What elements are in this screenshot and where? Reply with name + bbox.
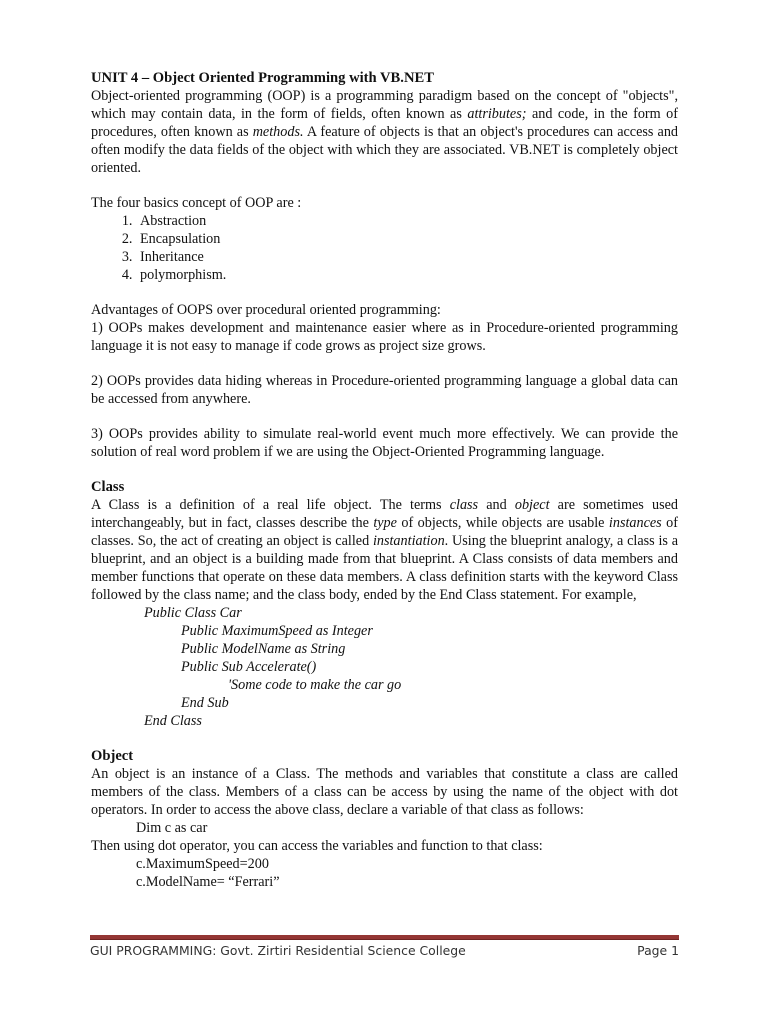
basics-list [91, 212, 678, 284]
list-item: 1. Abstraction [136, 212, 678, 230]
page-content [91, 69, 678, 891]
page-title: UNIT 4 – Object Oriented Programming with VB.NET [91, 70, 434, 86]
class-paragraph: A Class is a definition of a real life object. The terms class and object are sometimes used interchangeably, but in fact, classes describe the type of objects, while objects are usable instances of classes. So, the act of creating an object is called instantiation. Using the blueprint analogy, a class is a blueprint, and an object is a building made from that blueprint. A Class consists of data members and member functions that operate on these data members. A class definition starts with the keyword Class followed by the class name; and the class body, ended by the End Class statement. For example, [91, 497, 678, 603]
advantage-item: 2) OOPs provides data hiding whereas in Procedure-oriented programming language a global data can be accessed from anywhere. [91, 373, 678, 407]
list-item: 2. Encapsulation [136, 230, 678, 248]
code-line: Public MaximumSpeed as Integer [181, 623, 373, 639]
code-line: 'Some code to make the car go [228, 677, 402, 693]
object-dot-text: Then using dot operator, you can access the variables and function to that class: [91, 838, 543, 854]
basics-heading: The four basics concept of OOP are : [91, 195, 302, 211]
list-item: 4. polymorphism. [136, 266, 678, 284]
code-example [91, 604, 678, 730]
code-line: Dim c as car [136, 820, 208, 836]
code-line: Public ModelName as String [181, 641, 346, 657]
intro-paragraph: Object-oriented programming (OOP) is a programming paradigm based on the concept of "objects", which may contain data, in the form of fields, often known as attributes; and code, in the form of procedures, often known as methods. A feature of objects is that an object's procedures can access and often modify the data fields of the object with which they are associated. VB.NET is completely object oriented. [91, 88, 679, 176]
advantages-heading: Advantages of OOPS over procedural oriented programming: [91, 302, 441, 318]
advantage-item: 3) OOPs provides ability to simulate real-world event much more effectively. We can provide the solution of real word problem if we are using the Object-Oriented Programming language. [91, 426, 678, 460]
code-line: Public Sub Accelerate() [181, 659, 317, 675]
footer-rule [90, 935, 679, 940]
code-line: Public Class Car [144, 605, 242, 621]
list-item: 3. Inheritance [136, 248, 678, 266]
class-heading: Class [91, 479, 125, 495]
page-number: Page 1 [637, 943, 679, 958]
code-line: c.MaximumSpeed=200 [136, 856, 269, 872]
object-paragraph: An object is an instance of a Class. The methods and variables that constitute a class are called members of the class. Members of a class can be access by using the name of the object with dot operators. In order to access the above class, declare a variable of that class as follows: [91, 766, 678, 818]
footer-college: GUI PROGRAMMING: Govt. Zirtiri Residential Science College [90, 943, 466, 958]
attributes-term: attributes; [467, 106, 527, 122]
code-line: End Class [144, 713, 202, 729]
code-line: c.ModelName= “Ferrari” [136, 874, 280, 890]
advantage-item: 1) OOPs makes development and maintenance easier where as in Procedure-oriented programming language it is not easy to manage if code grows as project size grows. [91, 320, 678, 354]
code-line: End Sub [181, 695, 229, 711]
methods-term: methods. [252, 124, 304, 140]
object-heading: Object [91, 748, 134, 764]
